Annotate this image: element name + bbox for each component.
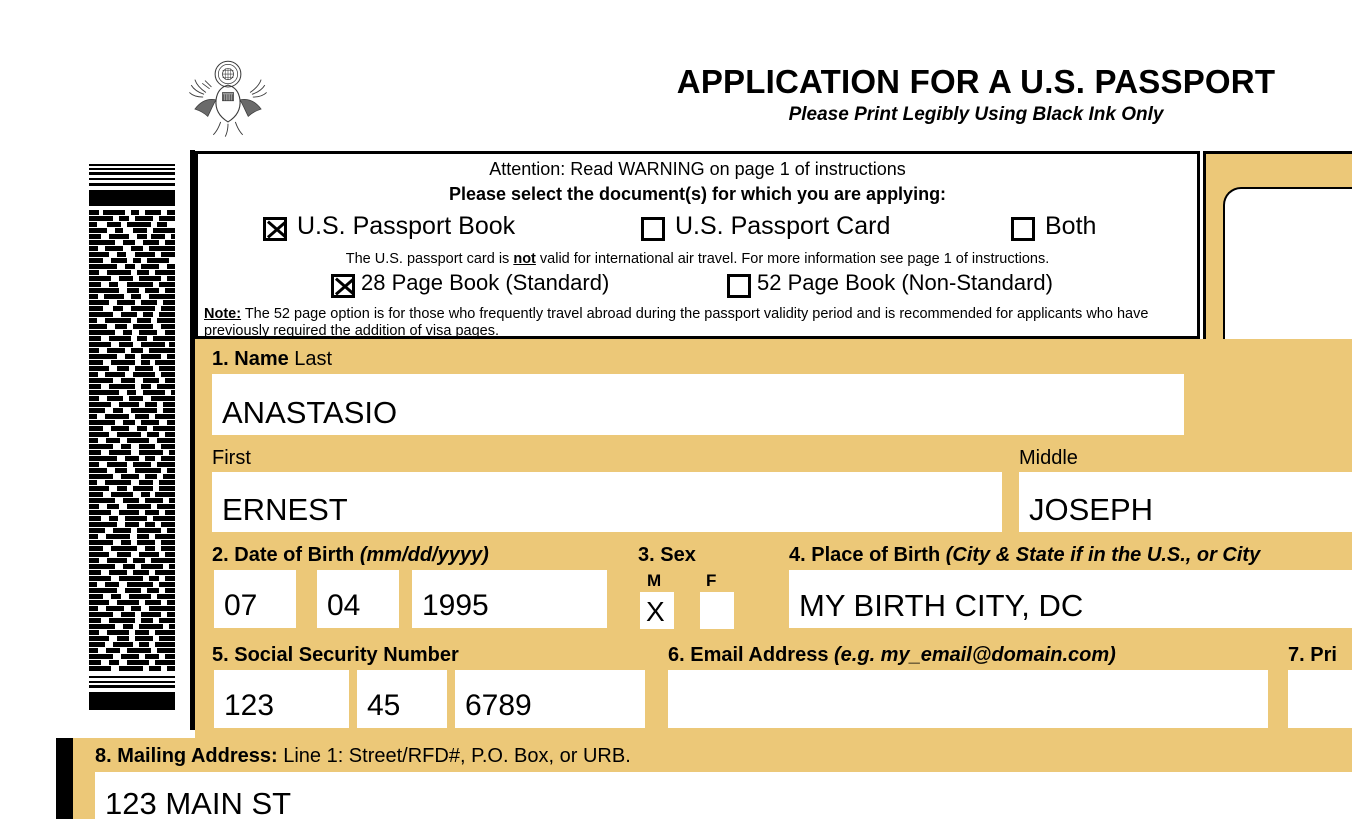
first-name-input[interactable] — [212, 472, 1002, 532]
pob-label: Place of Birth — [811, 544, 941, 566]
primary-phone-input[interactable] — [1288, 670, 1352, 728]
option-both[interactable] — [1011, 212, 1096, 241]
option-passport-book[interactable] — [263, 212, 515, 241]
pob-hint: (City & State if in the U.S., or City — [945, 544, 1261, 566]
ssn-part1-value: 123 — [224, 689, 275, 722]
mailing-address-value: 123 MAIN ST — [105, 786, 292, 821]
ssn-label: Social Security Number — [234, 644, 459, 666]
dob-day-input[interactable] — [317, 570, 399, 628]
middle-name-label: Middle — [1019, 447, 1078, 469]
field-label-email — [668, 644, 1116, 667]
ssn-number: 5. — [212, 644, 229, 666]
mailing-address-input[interactable] — [95, 772, 1352, 819]
label-passport-card: U.S. Passport Card — [675, 211, 891, 240]
dob-label: Date of Birth — [234, 544, 355, 566]
dob-year-input[interactable] — [412, 570, 607, 628]
document-type-options — [198, 210, 1197, 250]
select-documents-instruction: Please select the document(s) for which you are applying: — [448, 183, 947, 204]
document-selection-panel — [195, 151, 1200, 339]
passport-card-fineprint — [198, 251, 1197, 267]
sex-number: 3. — [638, 544, 655, 566]
page-subtitle: Please Print Legibly Using Black Ink Only — [788, 103, 1164, 125]
dob-day-value: 04 — [327, 589, 361, 622]
ssn-part1-input[interactable] — [214, 670, 349, 728]
option-28-page-book[interactable] — [331, 270, 609, 298]
mailing-number: 8. — [95, 745, 112, 767]
note-text: The 52 page option is for those who frequently travel abroad during the passport validity period and is recommended for applicants who have previously required the addition of visa pages. — [204, 305, 1149, 339]
email-hint: (e.g. my_email@domain.com) — [834, 644, 1116, 666]
sex-m-label: M — [647, 571, 662, 590]
first-name-label: First — [212, 447, 251, 469]
checkbox-passport-book[interactable] — [263, 217, 287, 241]
first-name-value: ERNEST — [222, 492, 348, 527]
ssn-part3-value: 6789 — [465, 689, 532, 722]
email-label: Email Address — [690, 644, 829, 666]
fineprint-emphasis: not — [513, 250, 536, 267]
name-number: 1. — [212, 348, 229, 370]
last-name-label: Last — [294, 348, 333, 370]
name-label: Name — [234, 348, 289, 370]
place-of-birth-input[interactable] — [789, 570, 1352, 628]
sex-f-label: F — [706, 571, 717, 590]
email-number: 6. — [668, 644, 685, 666]
photo-placeholder-box[interactable] — [1223, 187, 1352, 359]
label-passport-book: U.S. Passport Book — [297, 211, 516, 240]
middle-name-input[interactable] — [1019, 472, 1352, 532]
checkbox-both[interactable] — [1011, 217, 1035, 241]
page-title: APPLICATION FOR A U.S. PASSPORT — [676, 63, 1276, 100]
ssn-part3-input[interactable] — [455, 670, 645, 728]
dob-month-input[interactable] — [214, 570, 296, 628]
email-input[interactable] — [668, 670, 1268, 728]
ssn-part2-value: 45 — [367, 689, 401, 722]
mailing-hint: Line 1: Street/RFD#, P.O. Box, or URB. — [283, 745, 631, 767]
field-label-date-of-birth — [212, 544, 489, 567]
label-28-page-book: 28 Page Book (Standard) — [361, 269, 610, 295]
label-both: Both — [1045, 211, 1097, 240]
checkbox-52-page-book[interactable] — [727, 274, 751, 298]
mailing-address-section — [56, 738, 1352, 819]
primary-phone-value — [1288, 721, 1298, 728]
dob-number: 2. — [212, 544, 229, 566]
fineprint-after: valid for international air travel. For more information see page 1 of instructions. — [535, 250, 1050, 267]
field-label-sex — [638, 544, 696, 567]
dob-year-value: 1995 — [422, 589, 489, 622]
note-label: Note: — [204, 305, 242, 322]
applicant-form-body — [195, 339, 1352, 738]
checkbox-28-page-book[interactable] — [331, 274, 355, 298]
us-great-seal-eagle-icon — [182, 52, 274, 144]
sex-label: Sex — [660, 544, 696, 566]
last-name-input[interactable] — [212, 374, 1184, 435]
middle-name-value: JOSEPH — [1029, 492, 1154, 527]
phone-number-label: 7. — [1288, 644, 1305, 666]
page-count-options — [198, 270, 1197, 304]
fineprint-before: The U.S. passport card is — [345, 250, 514, 267]
phone-label: Pri — [1310, 644, 1337, 666]
barcode-panel — [60, 150, 195, 730]
attention-warning-text: Attention: Read WARNING on page 1 of instructions — [489, 159, 906, 179]
sex-m-value: X — [646, 596, 665, 627]
dob-hint: (mm/dd/yyyy) — [359, 544, 489, 566]
checkbox-passport-card[interactable] — [641, 217, 665, 241]
page-option-note — [198, 306, 1197, 340]
dob-month-value: 07 — [224, 589, 258, 622]
ssn-part2-input[interactable] — [357, 670, 447, 728]
option-52-page-book[interactable] — [727, 270, 1053, 298]
field-label-mailing-address — [95, 745, 631, 768]
document-header — [600, 64, 1352, 126]
last-name-value: ANASTASIO — [222, 395, 398, 430]
pob-number: 4. — [789, 544, 806, 566]
field-label-place-of-birth — [789, 544, 1260, 567]
field-label-ssn — [212, 644, 459, 667]
option-passport-card[interactable] — [641, 212, 890, 241]
email-value — [668, 721, 678, 728]
sex-m-checkbox[interactable] — [640, 592, 674, 629]
label-52-page-book: 52 Page Book (Non-Standard) — [757, 269, 1053, 295]
mailing-label: Mailing Address: — [117, 745, 278, 767]
pdf417-barcode-icon — [89, 164, 175, 712]
field-label-name — [212, 348, 332, 371]
place-of-birth-value: MY BIRTH CITY, DC — [799, 588, 1084, 623]
sex-f-value — [700, 622, 710, 629]
field-label-primary-phone — [1288, 644, 1337, 667]
sex-f-checkbox[interactable] — [700, 592, 734, 629]
